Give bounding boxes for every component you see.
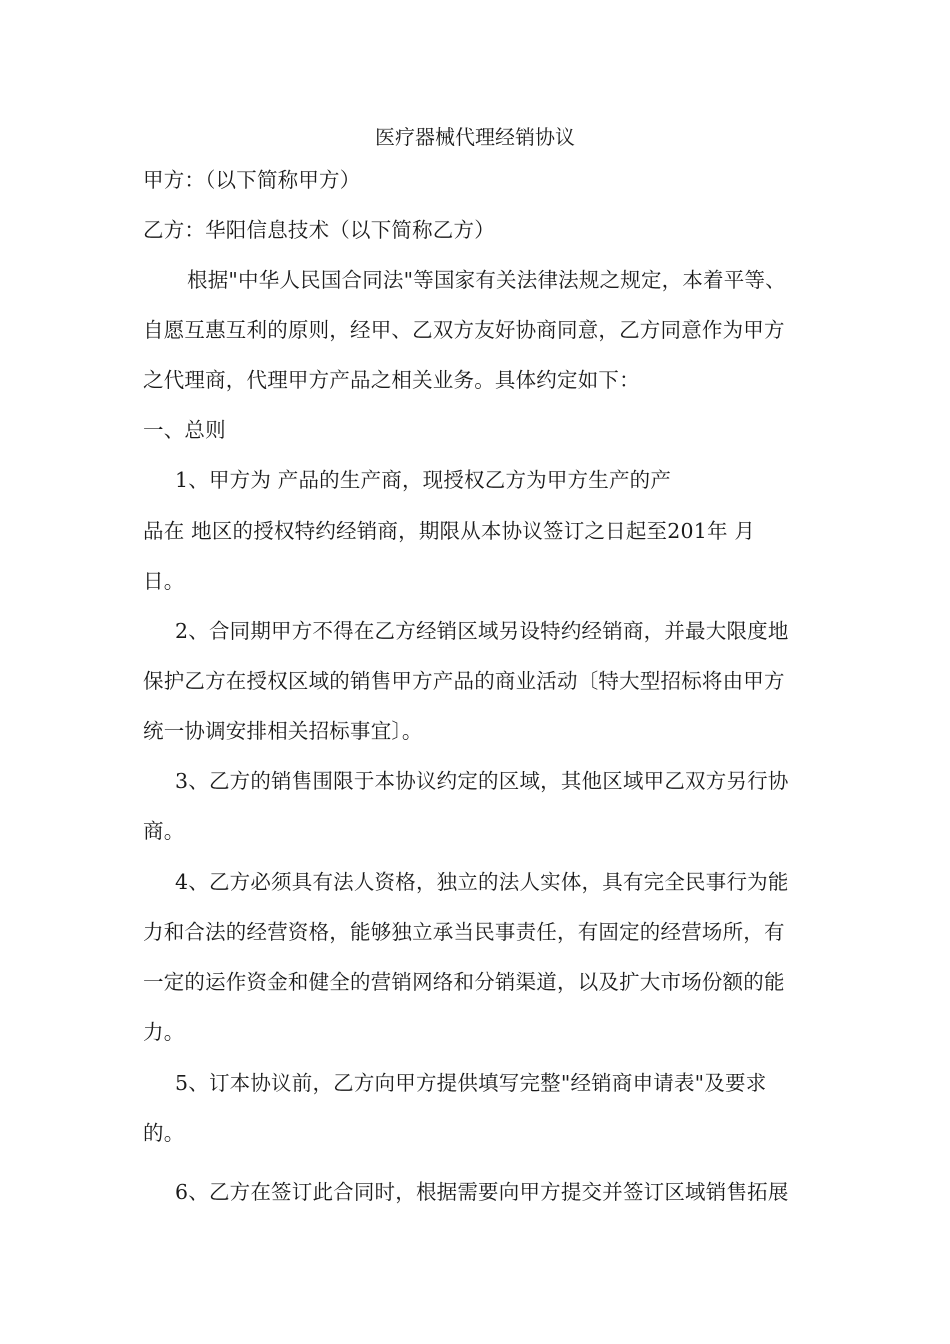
party-b-line: 乙方：华阳信息技术（以下简称乙方） xyxy=(143,218,495,242)
party-a-line: 甲方：（以下简称甲方） xyxy=(143,168,361,192)
clause-2-line-2: 保护乙方在授权区域的销售甲方产品的商业活动〔特大型招标将由甲方 xyxy=(143,669,785,693)
clause-2-line-3: 统一协调安排相关招标事宜〕。 xyxy=(143,719,423,743)
clause-3-line-2: 商。 xyxy=(143,819,185,843)
clause-4-line-3: 一定的运作资金和健全的营销网络和分销渠道，以及扩大市场份额的能 xyxy=(143,970,785,994)
clause-1-line-2: 品在 地区的授权特约经销商，期限从本协议签订之日起至201年 月 xyxy=(143,519,756,543)
document-title: 医疗器械代理经销协议 xyxy=(375,125,575,149)
clause-4-line-4: 力。 xyxy=(143,1020,185,1044)
clause-1-line-3: 日。 xyxy=(143,569,185,593)
clause-5-line-1: 5、订本协议前，乙方向甲方提供填写完整"经销商申请表"及要求 xyxy=(175,1071,767,1095)
clause-4-line-2: 力和合法的经营资格，能够独立承当民事责任，有固定的经营场所，有 xyxy=(143,920,785,944)
clause-4-line-1: 4、乙方必须具有法人资格，独立的法人实体，具有完全民事行为能 xyxy=(175,870,789,894)
preamble-line-3: 之代理商，代理甲方产品之相关业务。具体约定如下： xyxy=(143,368,640,392)
clause-2-line-1: 2、合同期甲方不得在乙方经销区域另设特约经销商，并最大限度地 xyxy=(175,619,789,643)
clause-3-line-1: 3、乙方的销售围限于本协议约定的区域，其他区域甲乙双方另行协 xyxy=(175,769,789,793)
preamble-line-1: 根据"中华人民国合同法"等国家有关法律法规之规定，本着平等、 xyxy=(187,268,786,292)
clause-6-line-1: 6、乙方在签订此合同时，根据需要向甲方提交并签订区域销售拓展 xyxy=(175,1180,789,1204)
clause-5-line-2: 的。 xyxy=(143,1121,185,1145)
preamble-line-2: 自愿互惠互利的原则，经甲、乙双方友好协商同意，乙方同意作为甲方 xyxy=(143,318,785,342)
clause-1-line-1: 1、甲方为 产品的生产商，现授权乙方为甲方生产的产 xyxy=(175,468,672,492)
section-heading: 一、总则 xyxy=(143,418,226,442)
